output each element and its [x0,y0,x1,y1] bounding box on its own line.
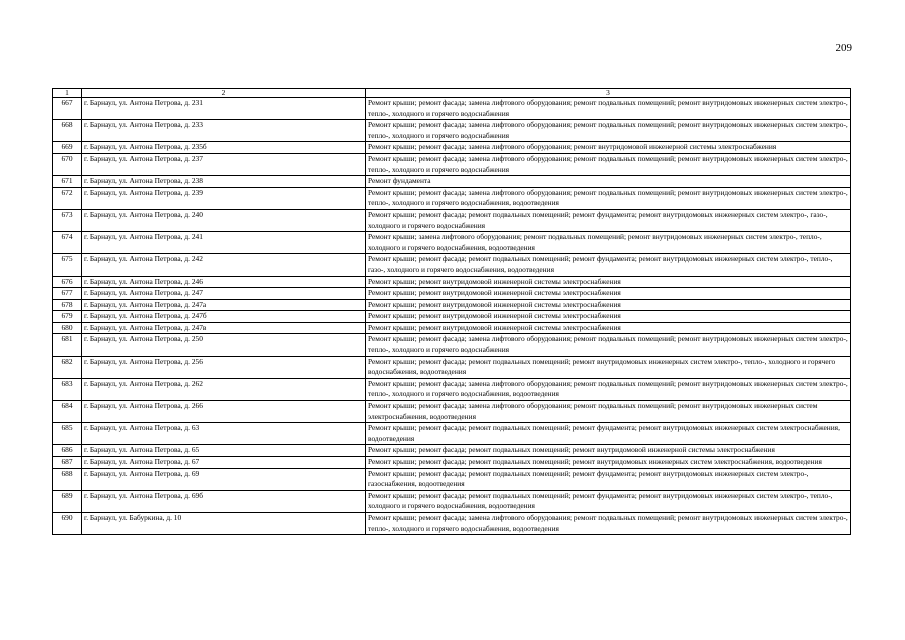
housing-repair-table [52,88,851,535]
row-address: г. Барнаул, ул. Антона Петрова, д. 256 [82,356,366,378]
row-number: 678 [53,299,82,311]
row-works: Ремонт крыши; ремонт фасада; замена лифтового оборудования; ремонт подвальных помещений; ремонт внутридомовых инженерных систем электро-, тепло-, холодного и горячего водоснабжения [366,153,851,175]
row-address: г. Барнаул, ул. Антона Петрова, д. 247а [82,299,366,311]
row-number: 677 [53,288,82,300]
table-row [53,187,851,209]
row-number: 668 [53,120,82,142]
row-address: г. Барнаул, ул. Антона Петрова, д. 67 [82,457,366,469]
row-works: Ремонт крыши; ремонт внутридомовой инженерной системы электроснабжения [366,288,851,300]
table-row [53,176,851,188]
row-address: г. Барнаул, ул. Антона Петрова, д. 247б [82,311,366,323]
row-works: Ремонт крыши; ремонт внутридомовой инженерной системы электроснабжения [366,299,851,311]
row-works: Ремонт крыши; ремонт фасада; замена лифтового оборудования; ремонт подвальных помещений; ремонт внутридомовых инженерных систем электро-, тепло-, холодного и горячего водоснабжения, водоотведения [366,187,851,209]
row-number: 675 [53,254,82,276]
table-row [53,334,851,356]
row-works: Ремонт крыши; ремонт внутридомовой инженерной системы электроснабжения [366,311,851,323]
row-works: Ремонт крыши; ремонт фасада; замена лифтового оборудования; ремонт подвальных помещений; ремонт внутридомовых инженерных систем электро-, тепло-, холодного и горячего водоснабжения [366,334,851,356]
row-number: 682 [53,356,82,378]
row-address: г. Барнаул, ул. Антона Петрова, д. 240 [82,209,366,231]
row-number: 667 [53,98,82,120]
row-works: Ремонт крыши; ремонт внутридомовой инженерной системы электроснабжения [366,276,851,288]
table-row [53,254,851,276]
row-works: Ремонт крыши; ремонт фасада; замена лифтового оборудования; ремонт подвальных помещений; ремонт внутридомовых инженерных систем электроснабжения, водоотведения [366,401,851,423]
table-row [53,457,851,469]
table-row [53,142,851,154]
row-address: г. Барнаул, ул. Антона Петрова, д. 63 [82,423,366,445]
table-row [53,468,851,490]
row-number: 673 [53,209,82,231]
row-works: Ремонт крыши; ремонт фасада; ремонт подвальных помещений; ремонт фундамента; ремонт внутридомовых инженерных систем электро-, газо-, холодного и горячего водоснабжения [366,209,851,231]
table-row [53,232,851,254]
table-row [53,120,851,142]
row-address: г. Барнаул, ул. Антона Петрова, д. 233 [82,120,366,142]
row-address: г. Барнаул, ул. Антона Петрова, д. 238 [82,176,366,188]
row-works: Ремонт крыши; ремонт фасада; ремонт подвальных помещений; ремонт внутридомовых инженерных систем электро-, тепло-, холодного и горячего водоснабжения, водоотведения [366,356,851,378]
table-row [53,98,851,120]
row-address: г. Барнаул, ул. Антона Петрова, д. 65 [82,445,366,457]
table-row [53,311,851,323]
row-number: 680 [53,322,82,334]
row-works: Ремонт крыши; замена лифтового оборудования; ремонт подвальных помещений; ремонт внутридомовых инженерных систем электро-, тепло-, холодного и горячего водоснабжения, водоотведения [366,232,851,254]
row-address: г. Барнаул, ул. Антона Петрова, д. 250 [82,334,366,356]
row-number: 684 [53,401,82,423]
column-header-2: 2 [82,89,366,98]
row-number: 683 [53,378,82,400]
table-row [53,276,851,288]
row-number: 669 [53,142,82,154]
row-address: г. Барнаул, ул. Антона Петрова, д. 247 [82,288,366,300]
row-address: г. Барнаул, ул. Антона Петрова, д. 239 [82,187,366,209]
row-address: г. Барнаул, ул. Антона Петрова, д. 237 [82,153,366,175]
row-number: 670 [53,153,82,175]
row-works: Ремонт крыши; ремонт фасада; ремонт подвальных помещений; ремонт фундамента; ремонт внутридомовых инженерных систем электроснабжения, водоотведения [366,423,851,445]
row-address: г. Барнаул, ул. Антона Петрова, д. 69 [82,468,366,490]
table-row [53,378,851,400]
row-number: 686 [53,445,82,457]
row-number: 681 [53,334,82,356]
table-row [53,288,851,300]
table-row [53,512,851,534]
row-number: 687 [53,457,82,469]
row-works: Ремонт крыши; ремонт фасада; ремонт подвальных помещений; ремонт фундамента; ремонт внутридомовых инженерных систем электро-, тепло-, холодного и горячего водоснабжения, водоотведения [366,490,851,512]
column-header-1: 1 [53,89,82,98]
row-address: г. Барнаул, ул. Антона Петрова, д. 247в [82,322,366,334]
table-row [53,356,851,378]
row-works: Ремонт крыши; ремонт фасада; ремонт подвальных помещений; ремонт фундамента; ремонт внутридомовых инженерных систем электро-, газоснабжения, водоотведения [366,468,851,490]
row-number: 689 [53,490,82,512]
row-number: 690 [53,512,82,534]
row-address: г. Барнаул, ул. Антона Петрова, д. 242 [82,254,366,276]
row-address: г. Барнаул, ул. Антона Петрова, д. 69б [82,490,366,512]
row-works: Ремонт крыши; ремонт фасада; замена лифтового оборудования; ремонт подвальных помещений; ремонт внутридомовых инженерных систем электро-, тепло-, холодного и горячего водоснабжения, водоотведения [366,512,851,534]
row-address: г. Барнаул, ул. Бабуркина, д. 10 [82,512,366,534]
row-number: 685 [53,423,82,445]
row-works: Ремонт крыши; ремонт фасада; замена лифтового оборудования; ремонт подвальных помещений; ремонт внутридомовых инженерных систем электро-, тепло-, холодного и горячего водоснабжения [366,98,851,120]
row-number: 676 [53,276,82,288]
row-works: Ремонт крыши; ремонт фасада; ремонт подвальных помещений; ремонт внутридомовых инженерных систем электроснабжения, водоотведения [366,457,851,469]
row-works: Ремонт крыши; ремонт фасада; замена лифтового оборудования; ремонт внутридомовой инженерной системы электроснабжения [366,142,851,154]
row-number: 679 [53,311,82,323]
row-number: 674 [53,232,82,254]
row-works: Ремонт крыши; ремонт фасада; ремонт подвальных помещений; ремонт внутридомовой инженерной системы электроснабжения [366,445,851,457]
row-number: 672 [53,187,82,209]
table-row [53,322,851,334]
table-row [53,209,851,231]
row-address: г. Барнаул, ул. Антона Петрова, д. 235б [82,142,366,154]
row-address: г. Барнаул, ул. Антона Петрова, д. 266 [82,401,366,423]
row-address: г. Барнаул, ул. Антона Петрова, д. 241 [82,232,366,254]
row-address: г. Барнаул, ул. Антона Петрова, д. 262 [82,378,366,400]
row-works: Ремонт крыши; ремонт фасада; ремонт подвальных помещений; ремонт фундамента; ремонт внутридомовых инженерных систем электро-, тепло-, газо-, холодного и горячего водоснабжения, водоотведения [366,254,851,276]
table-row [53,490,851,512]
row-works: Ремонт крыши; ремонт внутридомовой инженерной системы электроснабжения [366,322,851,334]
row-address: г. Барнаул, ул. Антона Петрова, д. 231 [82,98,366,120]
row-works: Ремонт фундамента [366,176,851,188]
column-header-3: 3 [366,89,851,98]
row-works: Ремонт крыши; ремонт фасада; замена лифтового оборудования; ремонт подвальных помещений; ремонт внутридомовых инженерных систем электро-, тепло-, холодного и горячего водоснабжения, водоотведения [366,378,851,400]
table-row [53,445,851,457]
table-row [53,423,851,445]
table-row [53,299,851,311]
row-works: Ремонт крыши; ремонт фасада; замена лифтового оборудования; ремонт подвальных помещений; ремонт внутридомовых инженерных систем электро-, тепло-, холодного и горячего водоснабжения [366,120,851,142]
table-row [53,401,851,423]
row-number: 688 [53,468,82,490]
column-number-header-row [53,89,851,98]
row-address: г. Барнаул, ул. Антона Петрова, д. 246 [82,276,366,288]
row-number: 671 [53,176,82,188]
page-number: 209 [835,42,852,54]
table-row [53,153,851,175]
